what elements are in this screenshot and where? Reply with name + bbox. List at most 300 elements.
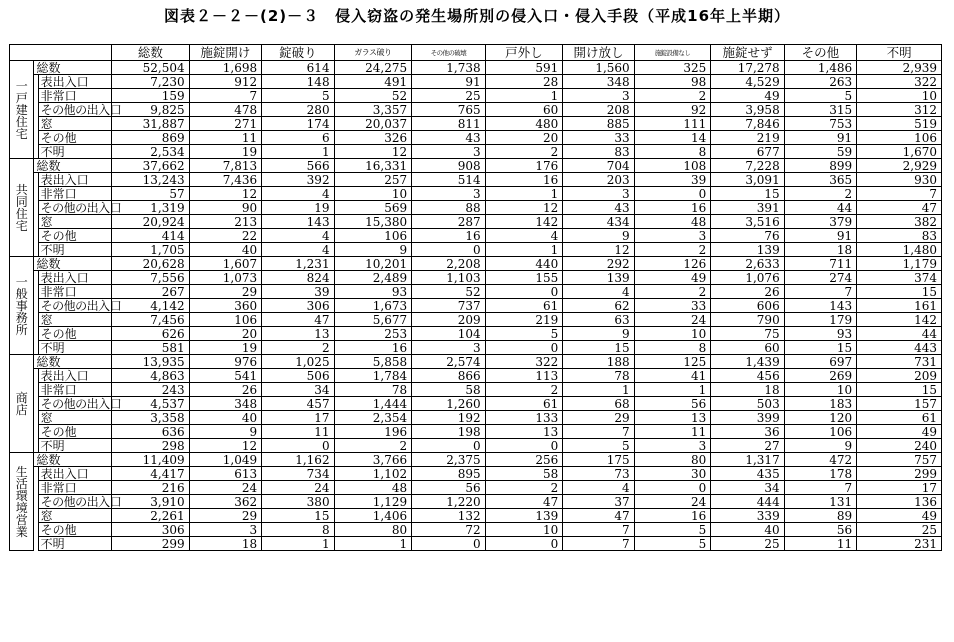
value-cell: 257	[334, 173, 412, 187]
row-label-total: 総数	[34, 61, 112, 75]
value-cell: 40	[189, 411, 261, 425]
value-cell: 365	[784, 173, 856, 187]
value-cell: 78	[334, 383, 412, 397]
value-cell: 765	[412, 103, 485, 117]
value-cell: 78	[563, 369, 634, 383]
value-cell: 8	[634, 145, 711, 159]
value-cell: 566	[262, 159, 334, 173]
row-label: 非常口	[38, 89, 112, 103]
section-label	[10, 159, 34, 257]
row-label-total: 総数	[34, 159, 112, 173]
value-cell: 326	[334, 131, 412, 145]
value-cell: 299	[857, 467, 942, 481]
value-cell: 58	[412, 383, 485, 397]
value-cell: 480	[485, 117, 563, 131]
intrusion-theft-table	[9, 44, 942, 551]
value-cell: 25	[412, 89, 485, 103]
value-cell: 514	[412, 173, 485, 187]
value-cell: 8	[634, 341, 711, 355]
value-cell: 28	[485, 75, 563, 89]
value-cell: 1,607	[189, 257, 261, 271]
column-header: 錠破り	[262, 45, 334, 61]
value-cell: 2,489	[334, 271, 412, 285]
row-label: 非常口	[38, 187, 112, 201]
table-row	[10, 467, 942, 481]
value-cell: 29	[189, 285, 261, 299]
value-cell: 243	[112, 383, 190, 397]
header-corner	[10, 45, 112, 61]
value-cell: 24	[262, 481, 334, 495]
value-cell: 61	[857, 411, 942, 425]
value-cell: 133	[485, 411, 563, 425]
value-cell: 188	[563, 355, 634, 369]
value-cell: 24	[189, 481, 261, 495]
value-cell: 1,486	[784, 61, 856, 75]
value-cell: 1,025	[262, 355, 334, 369]
value-cell: 253	[334, 327, 412, 341]
value-cell: 5	[634, 537, 711, 551]
value-cell: 58	[485, 467, 563, 481]
value-cell: 315	[784, 103, 856, 117]
value-cell: 126	[634, 257, 711, 271]
value-cell: 271	[189, 117, 261, 131]
value-cell: 2,208	[412, 257, 485, 271]
section-label-char: 同	[15, 194, 28, 209]
value-cell: 13	[485, 425, 563, 439]
value-cell: 36	[711, 425, 784, 439]
value-cell: 106	[857, 131, 942, 145]
value-cell: 697	[784, 355, 856, 369]
value-cell: 3	[412, 187, 485, 201]
value-cell: 0	[412, 243, 485, 257]
value-cell: 581	[112, 341, 190, 355]
value-cell: 0	[634, 481, 711, 495]
value-cell: 15	[784, 341, 856, 355]
value-cell: 7	[857, 187, 942, 201]
table-row	[10, 299, 942, 313]
table-row	[10, 383, 942, 397]
value-cell: 5	[563, 439, 634, 453]
row-label: 表出入口	[38, 173, 112, 187]
value-cell: 13	[634, 411, 711, 425]
value-cell: 379	[784, 215, 856, 229]
row-label: 不明	[38, 341, 112, 355]
value-cell: 9	[334, 243, 412, 257]
table-row	[10, 229, 942, 243]
value-cell: 440	[485, 257, 563, 271]
section-label	[10, 453, 34, 551]
value-cell: 40	[711, 523, 784, 537]
value-cell: 12	[563, 243, 634, 257]
table-row	[10, 327, 942, 341]
value-cell: 1	[485, 187, 563, 201]
value-cell: 2	[634, 243, 711, 257]
value-cell: 0	[485, 341, 563, 355]
value-cell: 34	[262, 383, 334, 397]
value-cell: 2,261	[112, 509, 190, 523]
column-header: 開け放し	[563, 45, 634, 61]
value-cell: 5	[262, 89, 334, 103]
value-cell: 3	[189, 523, 261, 537]
value-cell: 399	[711, 411, 784, 425]
value-cell: 899	[784, 159, 856, 173]
value-cell: 3	[563, 89, 634, 103]
value-cell: 89	[784, 509, 856, 523]
value-cell: 192	[412, 411, 485, 425]
value-cell: 203	[563, 173, 634, 187]
value-cell: 392	[262, 173, 334, 187]
row-label: その他の出入口	[38, 495, 112, 509]
value-cell: 92	[634, 103, 711, 117]
table-row	[10, 425, 942, 439]
value-cell: 15	[262, 509, 334, 523]
value-cell: 869	[112, 131, 190, 145]
value-cell: 7	[784, 285, 856, 299]
row-label: その他の出入口	[38, 299, 112, 313]
value-cell: 866	[412, 369, 485, 383]
row-label-total: 総数	[34, 257, 112, 271]
section-label-char: 商	[15, 390, 28, 405]
section-label-char: 住	[15, 114, 28, 129]
value-cell: 142	[857, 313, 942, 327]
value-cell: 3	[412, 145, 485, 159]
row-label-total: 総数	[34, 355, 112, 369]
value-cell: 1,406	[334, 509, 412, 523]
value-cell: 176	[485, 159, 563, 173]
value-cell: 155	[485, 271, 563, 285]
value-cell: 9	[784, 439, 856, 453]
column-header: 不明	[857, 45, 942, 61]
table-row	[10, 439, 942, 453]
value-cell: 34	[711, 481, 784, 495]
value-cell: 7	[784, 481, 856, 495]
table-row	[10, 481, 942, 495]
value-cell: 1,480	[857, 243, 942, 257]
value-cell: 1,049	[189, 453, 261, 467]
value-cell: 106	[784, 425, 856, 439]
value-cell: 26	[711, 285, 784, 299]
value-cell: 16	[634, 201, 711, 215]
value-cell: 7,813	[189, 159, 261, 173]
value-cell: 3	[634, 439, 711, 453]
section-label-char: 一	[15, 78, 28, 93]
row-label: 不明	[38, 243, 112, 257]
value-cell: 216	[112, 481, 190, 495]
value-cell: 142	[485, 215, 563, 229]
value-cell: 1,103	[412, 271, 485, 285]
value-cell: 88	[412, 201, 485, 215]
value-cell: 606	[711, 299, 784, 313]
value-cell: 198	[412, 425, 485, 439]
value-cell: 37	[563, 495, 634, 509]
value-cell: 20	[485, 131, 563, 145]
value-cell: 3	[563, 187, 634, 201]
value-cell: 157	[857, 397, 942, 411]
value-cell: 1,319	[112, 201, 190, 215]
value-cell: 8	[262, 523, 334, 537]
value-cell: 11	[189, 131, 261, 145]
value-cell: 20,628	[112, 257, 190, 271]
header-row	[10, 45, 942, 61]
section-label-char: 共	[15, 182, 28, 197]
value-cell: 24,275	[334, 61, 412, 75]
value-cell: 380	[262, 495, 334, 509]
value-cell: 1,705	[112, 243, 190, 257]
value-cell: 10	[334, 187, 412, 201]
figure-title: 図表２－２－(2)－３ 侵入窃盗の発生場所別の侵入口・侵入手段（平成16年上半期）	[163, 7, 791, 25]
value-cell: 80	[634, 453, 711, 467]
value-cell: 16,331	[334, 159, 412, 173]
table-row	[10, 523, 942, 537]
value-cell: 374	[857, 271, 942, 285]
value-cell: 108	[634, 159, 711, 173]
value-cell: 4	[262, 187, 334, 201]
value-cell: 753	[784, 117, 856, 131]
value-cell: 29	[189, 509, 261, 523]
value-cell: 43	[563, 201, 634, 215]
value-cell: 2	[784, 187, 856, 201]
value-cell: 299	[112, 537, 190, 551]
column-header: 戸外し	[485, 45, 563, 61]
value-cell: 2,633	[711, 257, 784, 271]
value-cell: 0	[412, 537, 485, 551]
value-cell: 3,516	[711, 215, 784, 229]
value-cell: 13	[262, 327, 334, 341]
value-cell: 59	[784, 145, 856, 159]
value-cell: 0	[485, 439, 563, 453]
column-header: 施錠せず	[711, 45, 784, 61]
value-cell: 4	[485, 229, 563, 243]
value-cell: 183	[784, 397, 856, 411]
value-cell: 472	[784, 453, 856, 467]
value-cell: 1	[563, 383, 634, 397]
row-label: 窓	[38, 313, 112, 327]
value-cell: 7,230	[112, 75, 190, 89]
value-cell: 704	[563, 159, 634, 173]
value-cell: 49	[711, 89, 784, 103]
value-cell: 1,439	[711, 355, 784, 369]
value-cell: 136	[857, 495, 942, 509]
value-cell: 2	[634, 89, 711, 103]
value-cell: 25	[857, 523, 942, 537]
table-row	[10, 355, 942, 369]
value-cell: 7	[563, 425, 634, 439]
value-cell: 677	[711, 145, 784, 159]
section-label-char: 業	[15, 524, 28, 539]
section-label-char: 戸	[15, 90, 28, 105]
section-label-char: 店	[15, 402, 28, 417]
row-label: その他	[38, 425, 112, 439]
section-label-char: 建	[15, 102, 28, 117]
value-cell: 0	[412, 439, 485, 453]
row-label: 不明	[38, 537, 112, 551]
value-cell: 52	[334, 89, 412, 103]
value-cell: 5,677	[334, 313, 412, 327]
value-cell: 7,846	[711, 117, 784, 131]
table-row	[10, 61, 942, 75]
value-cell: 4,529	[711, 75, 784, 89]
value-cell: 895	[412, 467, 485, 481]
table-row	[10, 257, 942, 271]
value-cell: 49	[857, 425, 942, 439]
value-cell: 478	[189, 103, 261, 117]
value-cell: 256	[485, 453, 563, 467]
value-cell: 80	[334, 523, 412, 537]
value-cell: 3,958	[711, 103, 784, 117]
value-cell: 9,825	[112, 103, 190, 117]
section-label-char: 営	[15, 512, 28, 527]
value-cell: 2	[485, 383, 563, 397]
table-row	[10, 103, 942, 117]
value-cell: 1,784	[334, 369, 412, 383]
value-cell: 196	[334, 425, 412, 439]
row-label: その他の出入口	[38, 201, 112, 215]
value-cell: 52,504	[112, 61, 190, 75]
value-cell: 49	[857, 509, 942, 523]
value-cell: 811	[412, 117, 485, 131]
value-cell: 4	[563, 481, 634, 495]
row-label: 表出入口	[38, 467, 112, 481]
table-row	[10, 285, 942, 299]
section-label-char: 境	[15, 500, 28, 515]
value-cell: 306	[262, 299, 334, 313]
value-cell: 179	[784, 313, 856, 327]
value-cell: 1,698	[189, 61, 261, 75]
value-cell: 6	[262, 131, 334, 145]
value-cell: 29	[563, 411, 634, 425]
value-cell: 1	[485, 89, 563, 103]
value-cell: 9	[563, 327, 634, 341]
value-cell: 139	[485, 509, 563, 523]
value-cell: 125	[634, 355, 711, 369]
value-cell: 15,380	[334, 215, 412, 229]
value-cell: 790	[711, 313, 784, 327]
value-cell: 3,091	[711, 173, 784, 187]
row-label: その他	[38, 327, 112, 341]
value-cell: 178	[784, 467, 856, 481]
value-cell: 541	[189, 369, 261, 383]
value-cell: 139	[711, 243, 784, 257]
value-cell: 15	[563, 341, 634, 355]
value-cell: 7	[563, 537, 634, 551]
value-cell: 737	[412, 299, 485, 313]
table-row	[10, 271, 942, 285]
value-cell: 7,436	[189, 173, 261, 187]
value-cell: 37,662	[112, 159, 190, 173]
value-cell: 506	[262, 369, 334, 383]
value-cell: 10,201	[334, 257, 412, 271]
value-cell: 174	[262, 117, 334, 131]
value-cell: 52	[412, 285, 485, 299]
value-cell: 83	[857, 229, 942, 243]
value-cell: 267	[112, 285, 190, 299]
value-cell: 391	[711, 201, 784, 215]
value-cell: 263	[784, 75, 856, 89]
row-label: その他	[38, 229, 112, 243]
value-cell: 11	[784, 537, 856, 551]
value-cell: 27	[711, 439, 784, 453]
value-cell: 4	[262, 243, 334, 257]
value-cell: 49	[634, 271, 711, 285]
value-cell: 26	[189, 383, 261, 397]
value-cell: 1	[634, 383, 711, 397]
value-cell: 2	[262, 341, 334, 355]
value-cell: 11	[262, 425, 334, 439]
value-cell: 76	[711, 229, 784, 243]
value-cell: 24	[634, 313, 711, 327]
row-label-total: 総数	[34, 453, 112, 467]
value-cell: 39	[262, 285, 334, 299]
value-cell: 382	[857, 215, 942, 229]
value-cell: 15	[857, 383, 942, 397]
value-cell: 44	[784, 201, 856, 215]
section-label	[10, 257, 34, 355]
table-row	[10, 313, 942, 327]
value-cell: 16	[334, 341, 412, 355]
value-cell: 9	[563, 229, 634, 243]
value-cell: 312	[857, 103, 942, 117]
value-cell: 18	[784, 243, 856, 257]
value-cell: 0	[262, 439, 334, 453]
value-cell: 322	[485, 355, 563, 369]
table-row	[10, 173, 942, 187]
value-cell: 636	[112, 425, 190, 439]
value-cell: 976	[189, 355, 261, 369]
value-cell: 213	[189, 215, 261, 229]
value-cell: 33	[563, 131, 634, 145]
row-label: 不明	[38, 439, 112, 453]
value-cell: 7	[563, 523, 634, 537]
value-cell: 3	[412, 341, 485, 355]
value-cell: 10	[634, 327, 711, 341]
value-cell: 1,162	[262, 453, 334, 467]
value-cell: 912	[189, 75, 261, 89]
value-cell: 2,574	[412, 355, 485, 369]
value-cell: 3,358	[112, 411, 190, 425]
value-cell: 1,102	[334, 467, 412, 481]
value-cell: 4	[563, 285, 634, 299]
value-cell: 98	[634, 75, 711, 89]
value-cell: 626	[112, 327, 190, 341]
value-cell: 362	[189, 495, 261, 509]
section-label-char: 所	[15, 322, 28, 337]
value-cell: 269	[784, 369, 856, 383]
value-cell: 0	[485, 285, 563, 299]
section-label-char: 住	[15, 206, 28, 221]
value-cell: 457	[262, 397, 334, 411]
value-cell: 14	[634, 131, 711, 145]
column-header: その他	[784, 45, 856, 61]
row-label: その他の出入口	[38, 397, 112, 411]
value-cell: 209	[857, 369, 942, 383]
value-cell: 91	[784, 131, 856, 145]
value-cell: 83	[563, 145, 634, 159]
row-label: その他	[38, 523, 112, 537]
value-cell: 120	[784, 411, 856, 425]
row-label: その他	[38, 131, 112, 145]
section-label	[10, 355, 34, 453]
value-cell: 322	[857, 75, 942, 89]
value-cell: 43	[412, 131, 485, 145]
value-cell: 885	[563, 117, 634, 131]
section-label	[10, 61, 34, 159]
value-cell: 219	[711, 131, 784, 145]
value-cell: 113	[485, 369, 563, 383]
value-cell: 7	[189, 89, 261, 103]
value-cell: 39	[634, 173, 711, 187]
table-row	[10, 411, 942, 425]
value-cell: 30	[634, 467, 711, 481]
